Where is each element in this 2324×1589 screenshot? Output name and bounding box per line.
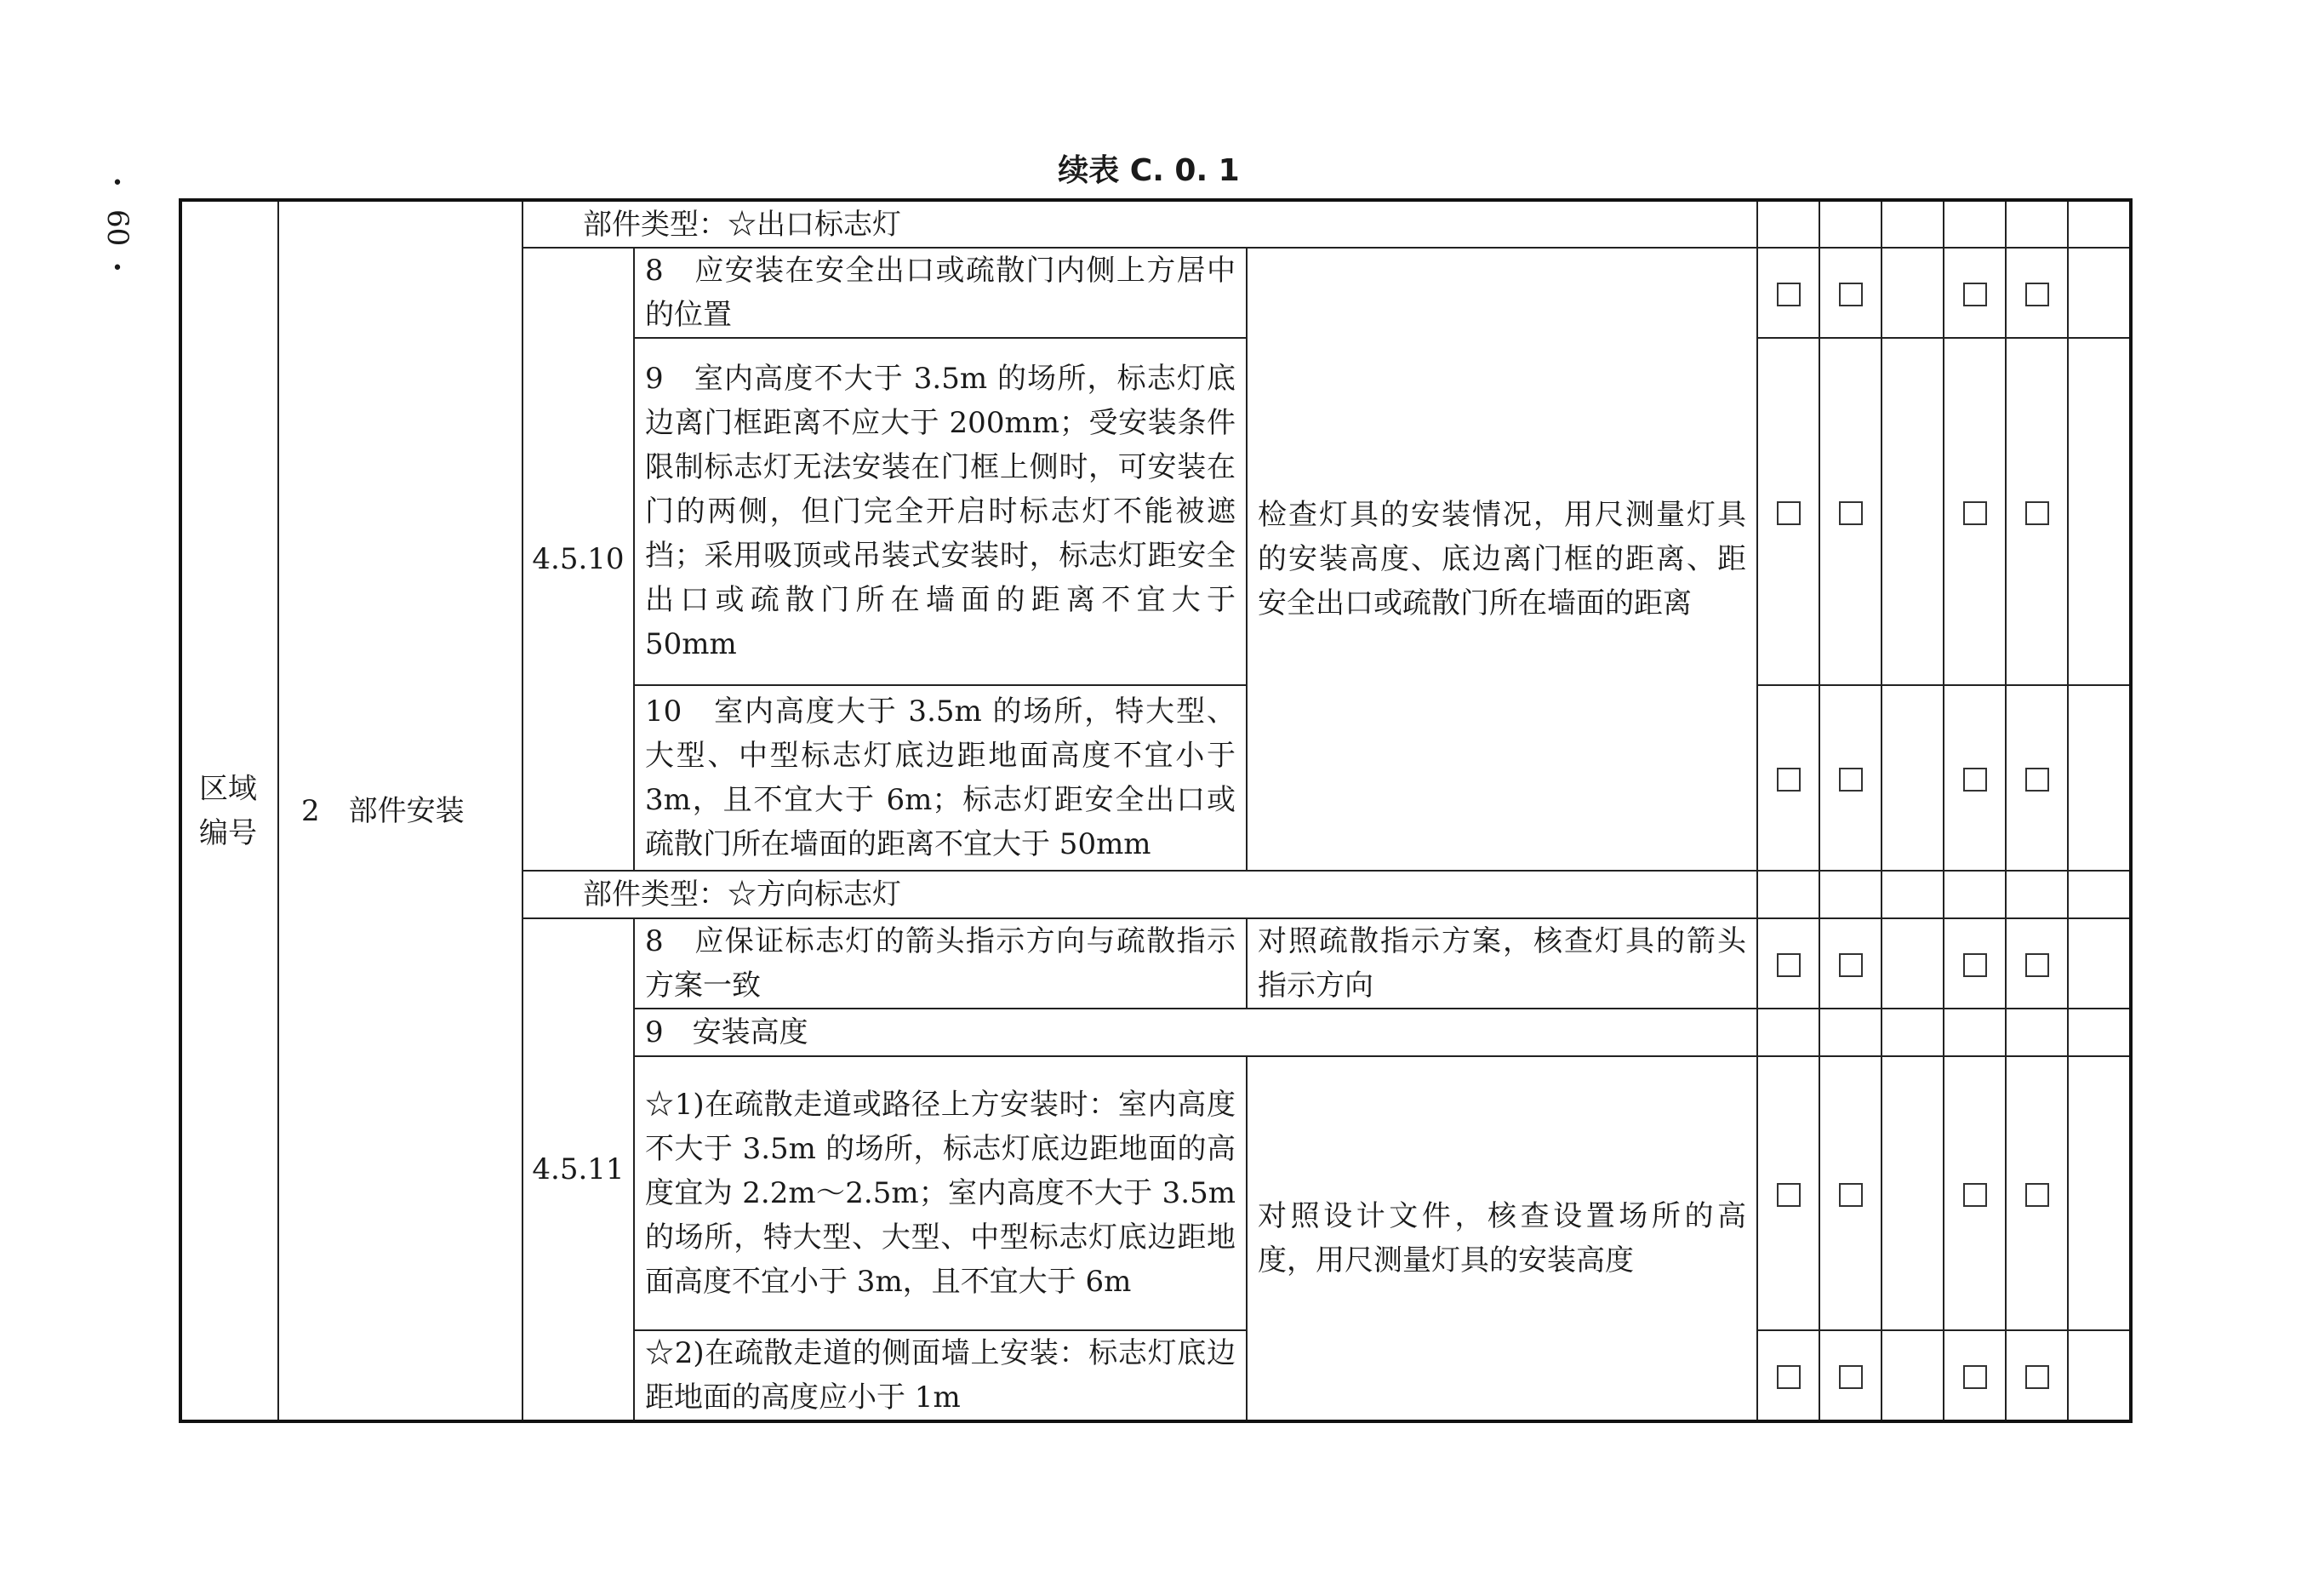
dot-bottom: • xyxy=(111,258,123,279)
result-cell xyxy=(1881,1330,1944,1421)
result-cell xyxy=(1757,200,1819,248)
checkbox[interactable] xyxy=(2025,768,2049,792)
section-header-exit: 部件类型：☆出口标志灯 xyxy=(522,200,1757,248)
result-cell xyxy=(2068,871,2131,918)
requirement-text: ☆2)在疏散走道的侧面墙上安装：标志灯底边距地面的高度应小于 1m xyxy=(634,1330,1247,1421)
dot-top: • xyxy=(111,173,123,194)
result-cell xyxy=(2068,338,2131,685)
result-cell xyxy=(1881,248,1944,338)
clause-code: 4.5.11 xyxy=(522,918,634,1421)
result-cell xyxy=(1819,1009,1881,1056)
page-number-text: 60 xyxy=(100,209,134,247)
checkbox[interactable] xyxy=(2025,953,2049,977)
checkbox-cell[interactable] xyxy=(1944,685,2006,871)
checkbox[interactable] xyxy=(1777,953,1801,977)
result-cell xyxy=(1881,1056,1944,1330)
result-cell xyxy=(1881,338,1944,685)
result-cell xyxy=(1881,871,1944,918)
item-name-cell: 2 部件安装 xyxy=(278,200,522,1421)
result-cell xyxy=(2068,1009,2131,1056)
result-cell xyxy=(2068,685,2131,871)
inspection-table xyxy=(179,198,2133,1423)
checkbox-cell[interactable] xyxy=(1757,1056,1819,1330)
requirement-text: ☆1)在疏散走道或路径上方安装时：室内高度不大于 3.5m 的场所，标志灯底边距地面的高度宜为 2.2m～2.5m；室内高度不大于 3.5m 的场所，特大型、大型、中型标志灯底边距地面高度不宜小于 3m，且不宜大于 6m xyxy=(634,1056,1247,1330)
result-cell xyxy=(2068,248,2131,338)
checkbox[interactable] xyxy=(1777,1183,1801,1207)
checkbox-cell[interactable] xyxy=(1819,1056,1881,1330)
result-cell xyxy=(2006,871,2068,918)
checkbox-cell[interactable] xyxy=(1757,1330,1819,1421)
checkbox-cell[interactable] xyxy=(1944,1056,2006,1330)
checkbox[interactable] xyxy=(1839,1183,1863,1207)
checkbox-cell[interactable] xyxy=(2006,1330,2068,1421)
checkbox-cell[interactable] xyxy=(1944,338,2006,685)
inspection-method: 对照疏散指示方案，核查灯具的箭头指示方向 xyxy=(1247,918,1757,1009)
checkbox-cell[interactable] xyxy=(2006,918,2068,1009)
inspection-method: 对照设计文件，核查设置场所的高度，用尺测量灯具的安装高度 xyxy=(1247,1056,1757,1421)
page-number xyxy=(100,174,134,278)
requirement-text: 9 室内高度不大于 3.5m 的场所，标志灯底边离门框距离不应大于 200mm；受安装条件限制标志灯无法安装在门框上侧时，可安装在门的两侧，但门完全开启时标志灯不能被遮挡；采用吸顶或吊装式安装时，标志灯距安全出口或疏散门所在墙面的距离不宜大于 50mm xyxy=(634,338,1247,685)
result-cell xyxy=(1757,1009,1819,1056)
checkbox[interactable] xyxy=(1963,1365,1987,1389)
checkbox[interactable] xyxy=(1839,768,1863,792)
checkbox-cell[interactable] xyxy=(1944,248,2006,338)
checkbox[interactable] xyxy=(2025,1183,2049,1207)
result-cell xyxy=(1944,871,2006,918)
requirement-text: 8 应安装在安全出口或疏散门内侧上方居中的位置 xyxy=(634,248,1247,338)
checkbox[interactable] xyxy=(1839,953,1863,977)
result-cell xyxy=(2068,1330,2131,1421)
checkbox-cell[interactable] xyxy=(2006,685,2068,871)
checkbox-cell[interactable] xyxy=(1819,1330,1881,1421)
inspection-method: 检查灯具的安装情况，用尺测量灯具的安装高度、底边离门框的距离、距安全出口或疏散门所在墙面的距离 xyxy=(1247,248,1757,871)
result-cell xyxy=(2068,200,2131,248)
result-cell xyxy=(2068,1056,2131,1330)
result-cell xyxy=(1881,918,1944,1009)
result-cell xyxy=(1757,871,1819,918)
checkbox-cell[interactable] xyxy=(2006,248,2068,338)
checkbox[interactable] xyxy=(2025,1365,2049,1389)
checkbox-cell[interactable] xyxy=(1819,248,1881,338)
requirement-text: 8 应保证标志灯的箭头指示方向与疏散指示方案一致 xyxy=(634,918,1247,1009)
clause-code: 4.5.10 xyxy=(522,248,634,871)
requirement-text: 10 室内高度大于 3.5m 的场所，特大型、大型、中型标志灯底边距地面高度不宜小于 3m，且不宜大于 6m；标志灯距安全出口或疏散门所在墙面的距离不宜大于 50mm xyxy=(634,685,1247,871)
checkbox[interactable] xyxy=(1839,283,1863,306)
result-cell xyxy=(1881,1009,1944,1056)
checkbox-cell[interactable] xyxy=(1757,248,1819,338)
checkbox[interactable] xyxy=(1963,501,1987,525)
checkbox[interactable] xyxy=(2025,283,2049,306)
result-cell xyxy=(1881,200,1944,248)
checkbox-cell[interactable] xyxy=(1757,338,1819,685)
checkbox[interactable] xyxy=(1777,501,1801,525)
checkbox[interactable] xyxy=(2025,501,2049,525)
requirement-subheader: 9 安装高度 xyxy=(634,1009,1757,1056)
checkbox[interactable] xyxy=(1963,1183,1987,1207)
result-cell xyxy=(2006,200,2068,248)
area-code-cell: 区域编号 xyxy=(180,200,278,1421)
checkbox-cell[interactable] xyxy=(1819,685,1881,871)
checkbox-cell[interactable] xyxy=(1819,338,1881,685)
checkbox-cell[interactable] xyxy=(2006,338,2068,685)
table-title: 续表 C. 0. 1 xyxy=(1058,153,1240,188)
section-header-direction: 部件类型：☆方向标志灯 xyxy=(522,871,1757,918)
result-cell xyxy=(1819,200,1881,248)
checkbox-cell[interactable] xyxy=(1944,1330,2006,1421)
result-cell xyxy=(1881,685,1944,871)
checkbox[interactable] xyxy=(1963,283,1987,306)
result-cell xyxy=(2006,1009,2068,1056)
result-cell xyxy=(1944,1009,2006,1056)
checkbox[interactable] xyxy=(1777,1365,1801,1389)
result-cell xyxy=(1944,200,2006,248)
result-cell xyxy=(2068,918,2131,1009)
checkbox[interactable] xyxy=(1963,953,1987,977)
result-cell xyxy=(1819,871,1881,918)
checkbox-cell[interactable] xyxy=(1757,918,1819,1009)
checkbox[interactable] xyxy=(1963,768,1987,792)
checkbox-cell[interactable] xyxy=(1757,685,1819,871)
checkbox[interactable] xyxy=(1777,283,1801,306)
checkbox[interactable] xyxy=(1777,768,1801,792)
checkbox-cell[interactable] xyxy=(2006,1056,2068,1330)
checkbox-cell[interactable] xyxy=(1819,918,1881,1009)
checkbox[interactable] xyxy=(1839,1365,1863,1389)
checkbox-cell[interactable] xyxy=(1944,918,2006,1009)
checkbox[interactable] xyxy=(1839,501,1863,525)
